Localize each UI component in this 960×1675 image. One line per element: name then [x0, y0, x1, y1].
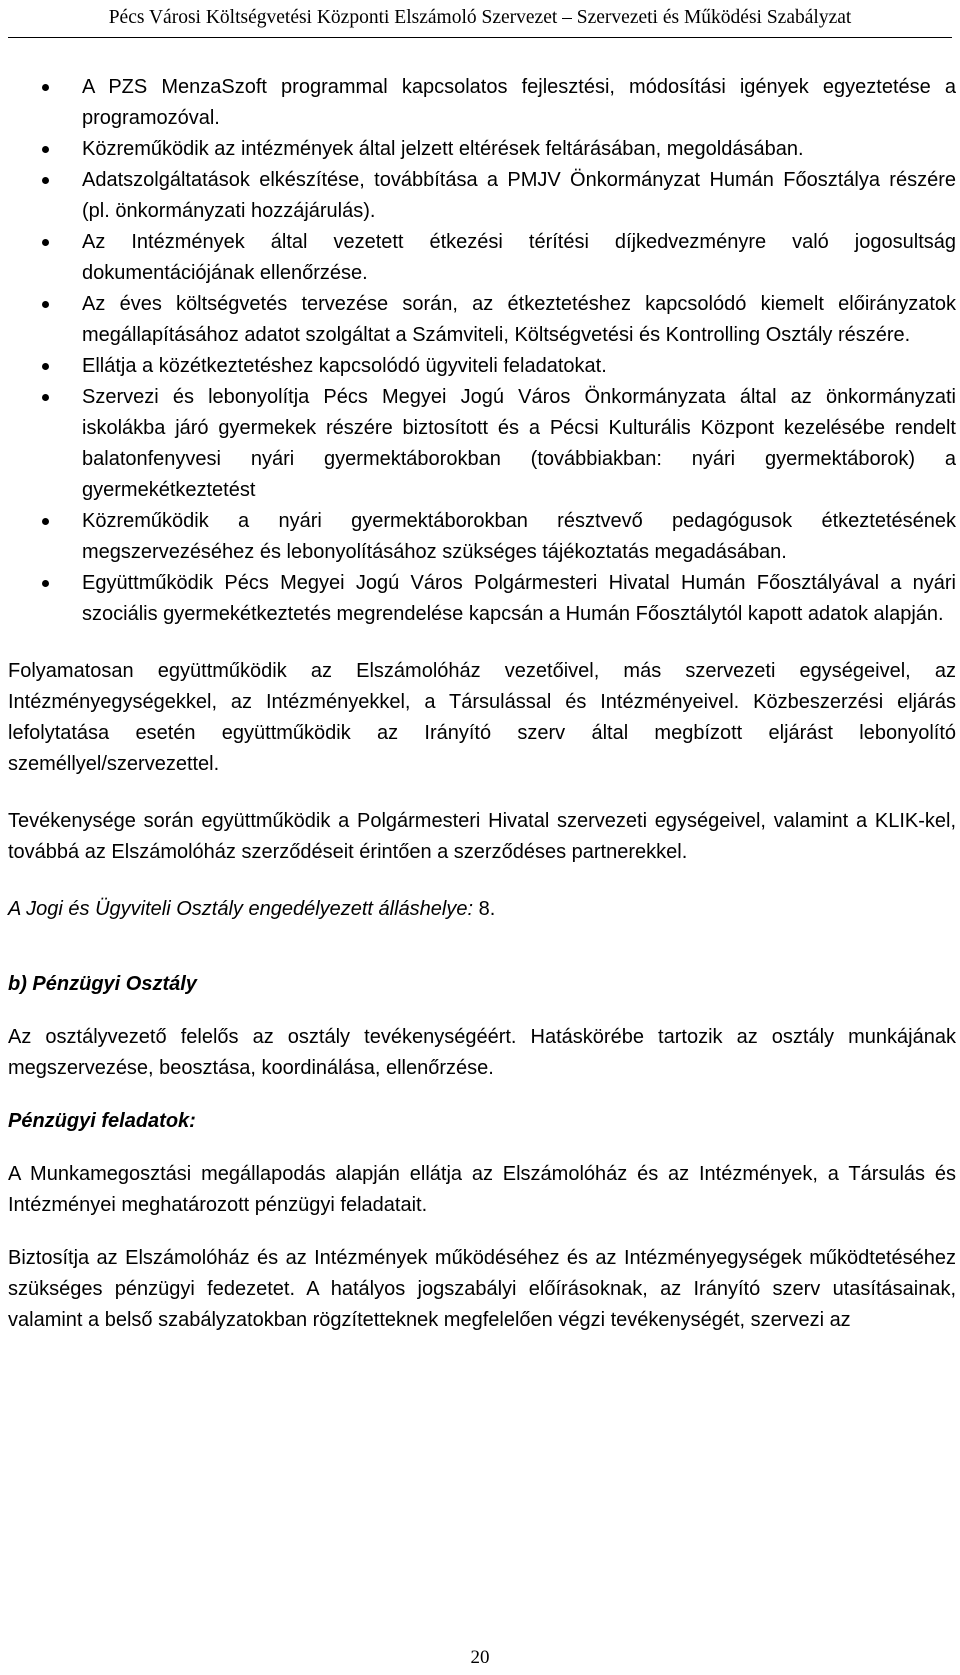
header-divider [8, 37, 952, 38]
bullet-icon [42, 84, 49, 91]
bullet-icon [42, 239, 49, 246]
cooperation-paragraph: Folyamatosan együttműködik az Elszámolóház vezetőivel, más szervezeti egységeivel, az Intézményegységekkel, az Intézményekkel, a Társulással és Intézményeivel. Közbeszerzési eljárás lefolytatása esetén együttműködik az Irányító szerv által megbízott eljárást lebonyolító személlyel/szervezettel. [8, 660, 956, 775]
positions-label: A Jogi és Ügyviteli Osztály engedélyezett álláshelye: [8, 898, 479, 920]
bullet-icon [42, 580, 49, 587]
running-header: Pécs Városi Költségvetési Központi Elszámoló Szervezet – Szervezeti és Működési Szabályzat [108, 7, 852, 28]
head-duty-paragraph: Az osztályvezető felelős az osztály tevékenységéért. Hatáskörébe tartozik az osztály munkájának megszervezése, beosztása, koordinálása, ellenőrzése. [8, 1026, 956, 1079]
list-item-text: Ellátja a közétkeztetéshez kapcsolódó ügyviteli feladatokat. [82, 355, 607, 377]
list-item-text: Az éves költségvetés tervezése során, az étkeztetéshez kapcsolódó kiemelt előirányzatok megállapításához adatot szolgáltat a Számviteli, Költségvetési és Kontrolling Osztály részére. [82, 293, 956, 346]
coverage-paragraph: Biztosítja az Elszámolóház és az Intézmények működéséhez és az Intézményegységek működtetéséhez szükséges pénzügyi fedezetet. A hatályos jogszabályi előírásoknak, az Irányító szerv utasításainak, valamint a belső szabályzatokban rögzítetteknek megfelelően végzi tevékenységét, szervezi az [8, 1247, 956, 1331]
section-heading: b) Pénzügyi Osztály [8, 973, 197, 995]
task-list [8, 72, 956, 630]
positions-line [8, 894, 956, 925]
list-item-text: Közreműködik az intézmények által jelzett eltérések feltárásában, megoldásában. [82, 138, 804, 160]
list-item-text: Közreműködik a nyári gyermektáborokban résztvevő pedagógusok étkeztetésének megszervezéséhez és lebonyolításához szükséges tájékoztatás megadásában. [82, 510, 956, 563]
list-item [8, 506, 956, 568]
bullet-icon [42, 394, 49, 401]
page-body [8, 72, 956, 1336]
positions-value: 8. [478, 898, 496, 920]
list-item [8, 351, 956, 382]
list-item [8, 227, 956, 289]
bullet-icon [42, 146, 49, 153]
bullet-icon [42, 301, 49, 308]
list-item-text: A PZS MenzaSzoft programmal kapcsolatos fejlesztési, módosítási igények egyeztetése a programozóval. [82, 76, 956, 129]
list-item [8, 72, 956, 134]
page-number: 20 [470, 1647, 490, 1668]
bullet-icon [42, 363, 49, 370]
list-item [8, 568, 956, 630]
bullet-icon [42, 177, 49, 184]
list-item [8, 165, 956, 227]
bullet-icon [42, 518, 49, 525]
activity-paragraph: Tevékenysége során együttműködik a Polgármesteri Hivatal szervezeti egységeivel, valamint a KLIK-kel, továbbá az Elszámolóház szerződéseit érintően a szerződéses partnerekkel. [8, 810, 956, 863]
list-item [8, 382, 956, 506]
tasks-heading: Pénzügyi feladatok: [8, 1110, 196, 1132]
list-item-text: Szervezi és lebonyolítja Pécs Megyei Jogú Város Önkormányzata által az önkormányzati iskolákba járó gyermekek részére biztosított és a Pécsi Kulturális Központ kezelésébe rendelt balatonfenyvesi nyári gyermektáborokban (továbbiakban: nyári gyermektáborok) a gyermekétkeztetést [82, 386, 956, 501]
list-item-text: Az Intézmények által vezetett étkezési térítési díjkedvezményre való jogosultság dokumentációjának ellenőrzése. [82, 231, 956, 284]
list-item-text: Adatszolgáltatások elkészítése, továbbítása a PMJV Önkormányzat Humán Főosztálya részére (pl. önkormányzati hozzájárulás). [82, 169, 956, 222]
list-item [8, 134, 956, 165]
list-item [8, 289, 956, 351]
agreement-paragraph: A Munkamegosztási megállapodás alapján ellátja az Elszámolóház és az Intézmények, a Társulás és Intézményei meghatározott pénzügyi feladatait. [8, 1163, 956, 1216]
list-item-text: Együttműködik Pécs Megyei Jogú Város Polgármesteri Hivatal Humán Főosztályával a nyári szociális gyermekétkeztetés megrendelése kapcsán a Humán Főosztálytól kapott adatok alapján. [82, 572, 956, 625]
